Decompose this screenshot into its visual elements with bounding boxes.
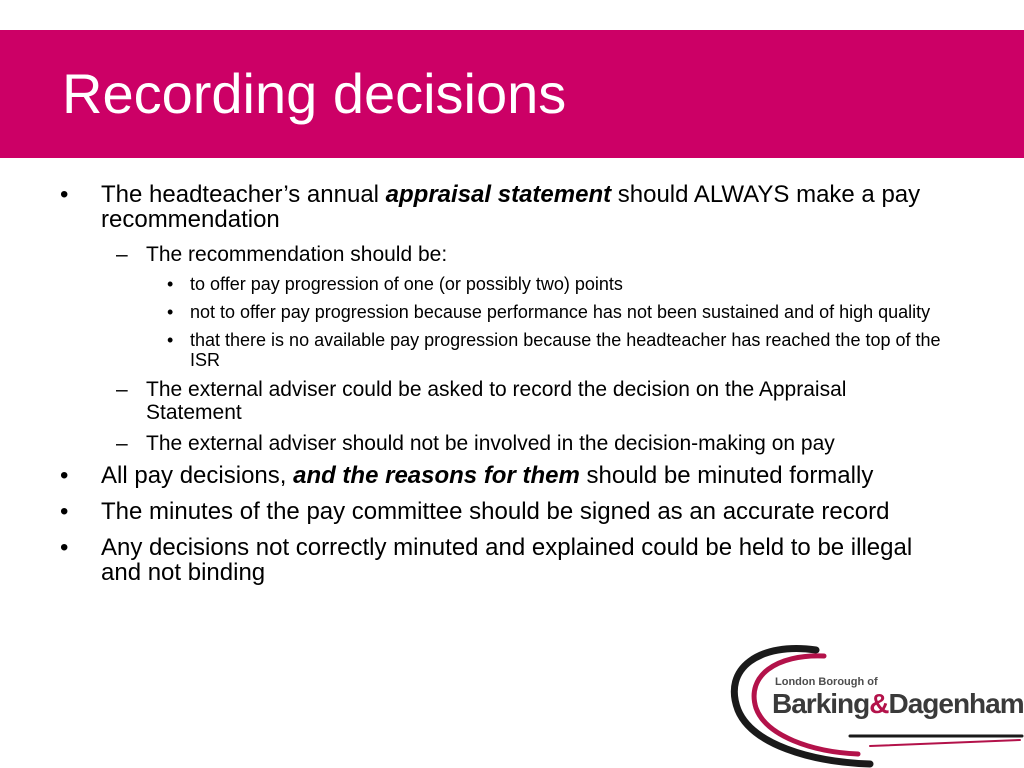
option-text: not to offer pay progression because performance has not been sustained and of high quality: [190, 302, 931, 322]
bullet-appraisal-statement: [0, 182, 951, 232]
sub-bullet-text: The external adviser should not be involved in the decision-making on pay: [146, 432, 835, 455]
logo-subtitle: London Borough of: [775, 676, 878, 688]
sub-bullet-text: The recommendation should be:: [146, 243, 448, 266]
bullet-pay-decisions: [0, 463, 951, 488]
sub-bullet-text: The external adviser could be asked to record the decision on the Appraisal Statement: [146, 378, 847, 424]
option-pay-progression: [0, 274, 942, 294]
bullet-marker: •: [167, 302, 174, 322]
sub-bullet-recommendation: [0, 243, 946, 266]
dash-marker: –: [116, 432, 128, 455]
logo-name: [772, 688, 1024, 720]
bullet-text: should be minuted formally: [579, 462, 874, 489]
bullet-text: Any decisions not correctly minuted and explained could be held to be illegal and not binding: [101, 534, 913, 586]
bullet-text: The minutes of the pay committee should be signed as an accurate record: [101, 498, 890, 525]
bullet-text: All pay decisions,: [101, 462, 294, 489]
dash-marker: –: [116, 378, 128, 401]
bullet-text: The headteacher’s annual: [101, 181, 386, 208]
emphasis-reasons: and the reasons for them: [293, 462, 580, 489]
option-text: to offer pay progression of one (or possibly two) points: [190, 274, 623, 294]
bullet-marker: •: [60, 534, 69, 561]
bullet-marker: •: [60, 181, 69, 208]
bullet-marker: •: [60, 462, 69, 489]
title-bar: [0, 30, 1024, 158]
bullet-illegal-decisions: [0, 535, 951, 585]
sub-bullet-external-adviser-record: [0, 378, 946, 424]
logo-name-barking: Barking: [772, 688, 870, 719]
logo-ampersand: &: [869, 688, 889, 719]
bullet-marker: •: [167, 330, 174, 350]
bullet-text: should ALWAYS make a pay recommendation: [101, 181, 921, 233]
logo-name-dagenham: Dagenham: [888, 688, 1024, 719]
bullet-marker: •: [60, 498, 69, 525]
option-no-progression: [0, 302, 942, 322]
dash-marker: –: [116, 243, 128, 266]
council-logo: [720, 632, 1024, 768]
sub-bullet-external-adviser-not-involved: [0, 432, 946, 455]
slide-content: [0, 182, 1000, 596]
option-top-of-isr: [0, 330, 942, 370]
bullet-marker: •: [167, 274, 174, 294]
bullet-minutes-signed: [0, 499, 951, 524]
emphasis-appraisal-statement: appraisal statement: [385, 181, 612, 208]
slide-title: Recording decisions: [62, 62, 567, 125]
option-text: that there is no available pay progression because the headteacher has reached the top of the ISR: [190, 330, 941, 370]
